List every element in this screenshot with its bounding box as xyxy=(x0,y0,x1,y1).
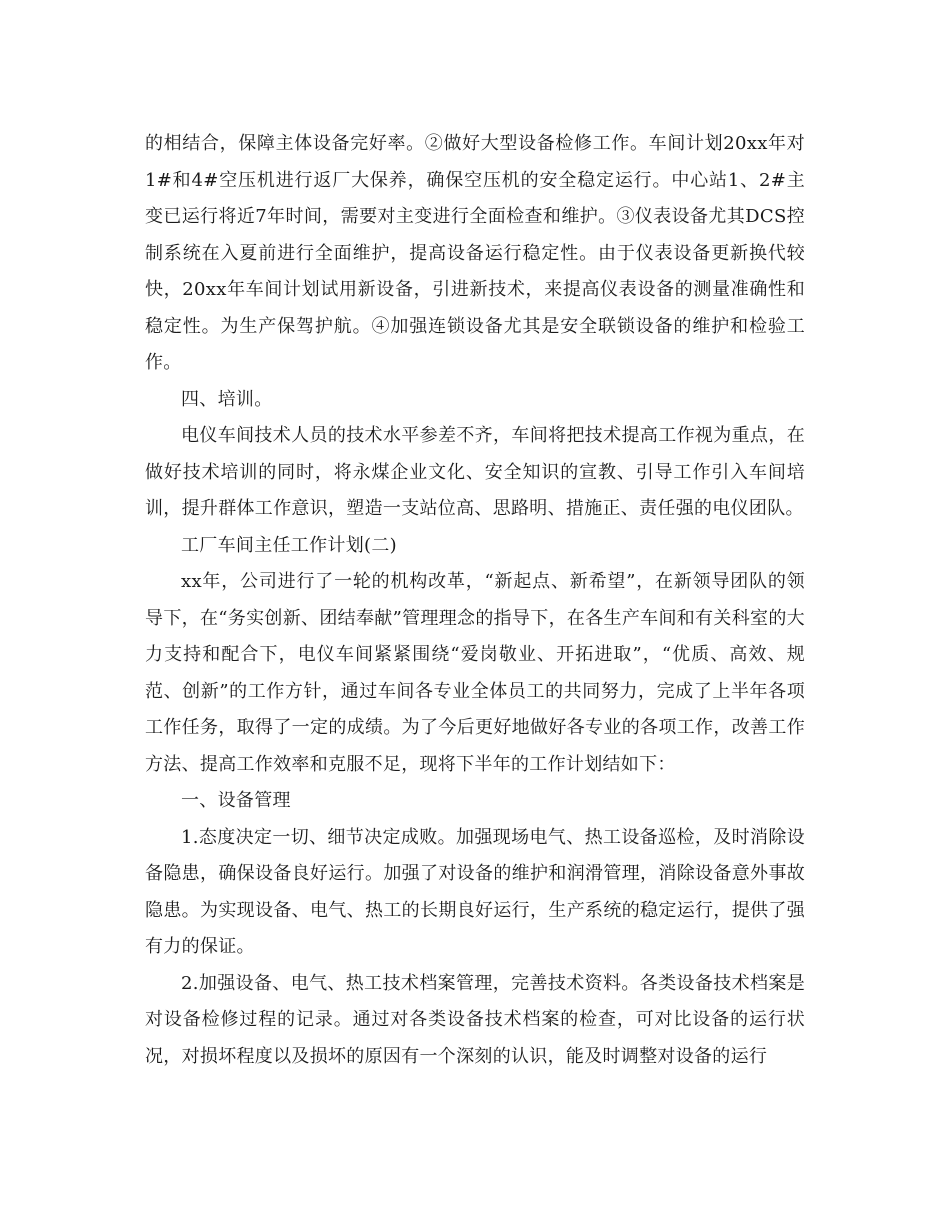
paragraph-training: 电仪车间技术人员的技术水平参差不齐，车间将把技术提高工作视为重点，在做好技术培训的同时，将永煤企业文化、安全知识的宣教、引导工作引入车间培训，提升群体工作意识，塑造一支站位高、思路明、措施正、责任强的电仪团队。 xyxy=(145,425,805,519)
heading-plan-two: 工厂车间主任工作计划(二) xyxy=(181,534,397,556)
document-body xyxy=(145,126,805,1075)
heading-equipment-management: 一、设备管理 xyxy=(181,790,291,811)
paragraph-equipment-maintenance-continued: 的相结合，保障主体设备完好率。②做好大型设备检修工作。车间计划20xx年对1#和4#空压机进行返厂大保养，确保空压机的安全稳定运行。中心站1、2#主变已运行将近7年时间，需要对主变进行全面检查和维护。③仪表设备尤其DCS控制系统在入夏前进行全面维护，提高设备运行稳定性。由于仪表设备更新换代较快，20xx年车间计划试用新设备，引进新技术，来提高仪表设备的测量准确性和稳定性。为生产保驾护航。④加强连锁设备尤其是安全联锁设备的维护和检验工作。 xyxy=(145,133,805,373)
heading-training: 四、培训。 xyxy=(181,388,273,410)
paragraph-item-2: 2.加强设备、电气、热工技术档案管理，完善技术资料。各类设备技术档案是对设备检修过程的记录。通过对各类设备技术档案的检查，可对比设备的运行状况，对损坏程度以及损坏的原因有一个深刻的认识，能及时调整对设备的运行 xyxy=(145,972,805,1067)
paragraph-item-1: 1.态度决定一切、细节决定成败。加强现场电气、热工设备巡检，及时消除设备隐患，确保设备良好运行。加强了对设备的维护和润滑管理，消除设备意外事故隐患。为实现设备、电气、热工的长期良好运行，生产系统的稳定运行，提供了强有力的保证。 xyxy=(145,826,805,957)
paragraph-plan-intro: xx年，公司进行了一轮的机构改革，“新起点、新希望”，在新领导团队的领导下，在“务实创新、团结奉献”管理理念的指导下，在各生产车间和有关科室的大力支持和配合下，电仪车间紧紧围绕“爱岗敬业、开拓进取”，“优质、高效、规范、创新”的工作方针，通过车间各专业全体员工的共同努力，完成了上半年各项工作任务，取得了一定的成绩。为了今后更好地做好各专业的各项工作，改善工作方法、提高工作效率和克服不足，现将下半年的工作计划结如下： xyxy=(145,571,805,775)
